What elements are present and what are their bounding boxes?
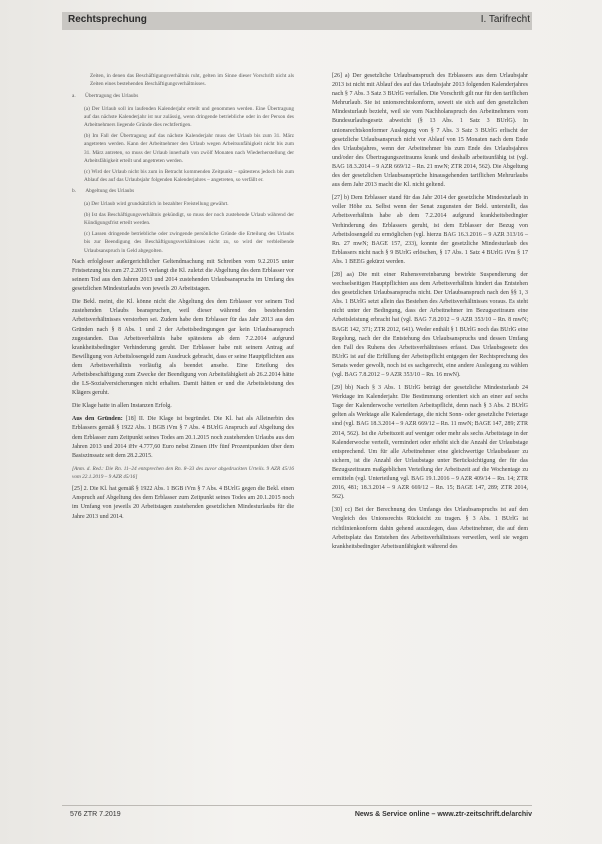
list-item: (c) Lassen dringende betriebliche oder zwingende persönliche Gründe die Erteilung des Urlaubs bis zur Beendigung des Beschäftigungsverhältnisses nicht zu, so wird der verbleibende Urlaubsanspruch in Geld abgegolten. xyxy=(84,231,294,254)
section-b-label: b. xyxy=(72,188,76,195)
page-number-label: 576 ZTR 7.2019 xyxy=(70,811,121,818)
section-a-title: Übertragung des Urlaubs xyxy=(85,93,139,100)
editor-note: [Anm. d. Red.: Die Rn. 11–24 entsprechen den Rn. 8–33 des zuvor abgedruckten Urteils. 9 AZR 45/16 vom 22.1.2019 – 9 AZR 45/16] xyxy=(72,465,294,481)
list-item: (c) Wird der Urlaub nicht bis zum in Betracht kommenden Zeitpunkt – spätestens jedoch bis zum Ablauf des auf das Urlaubsjahr folgenden Kalenderjahres – angetreten, so verfällt er. xyxy=(84,169,294,184)
defendant-paragraph: Die Bekl. meint, die Kl. könne nicht die Abgeltung des dem Erblasser vor seinem Tod zustehenden Urlaubs beanspruchen, weil dieser während des bestehenden Arbeitsverhältnisses verstorben sei. Zudem habe dem Erblasser für das Jahr 2013 aus den Gründen nach § 8 Abs. 1 und 2 der Arbeitsbedingungen gar kein Urlaubsanspruch zugestanden. Das Arbeitsverhältnis habe spätestens ab dem 7.2.2014 aufgrund krankheitsbedingter Verhinderung geruht. Der Erblasser habe mit seinem Antrag auf Bewilligung von Arbeitslosengeld zum Ausdruck gebracht, dass er seine Hauptpflichten aus dem Arbeitsverhältnis vorläufig als beendet ansehe. Eine Erteilung des Arbeitsbeschäftigung zum Zwecke der Beendigung von Arbeitsfähigkeit ab 26.2.2014 hätte die LS-Sozialversicherungen nicht erhalten. Damit hätten er und die Arbeitsleistung des Klägers geruht. xyxy=(72,299,294,397)
section-a-label: a. xyxy=(72,93,76,100)
top-fragment: Zeiten, in denen das Beschäftigungsverhältnis ruht, gelten im Sinne dieser Vorschrift nicht als Zeiten eines bestehenden Beschäftigungsverhältnisses. xyxy=(90,73,294,88)
outcome-paragraph: Die Klage hatte in allen Instanzen Erfolg. xyxy=(72,403,172,410)
paragraph-26: [26] a) Der gesetzliche Urlaubsanspruch des Erblassers aus dem Urlaubsjahr 2013 ist nicht mit Ablauf des auf das Urlaubsjahr 2013 folgenden Kalenderjahres nach § 7 Abs. 3 Satz 3 BUrlG verfallen. Die Vorschrift gilt nur für den tariflichen Mehrurlaub. Sie ist unionsrechtskonform, soweit sie sich auf den gesetzlichen Mindesturlaub bezieht, weil sie vom Nachholanspruch des Arbeitnehmers vom Bundesurlaubsgesetz abweicht (§ 13 Abs. 1 Satz 3 BUrlG). In unionsrechtskonformer Auslegung von § 7 Abs. 3 Satz 3 BUrlG erlischt der gesetzliche Urlaubsanspruch nicht vor Ablauf von 15 Monaten nach dem Ende des Urlaubsjahres, wenn der Arbeitnehmer bis zum Ende des Urlaubsjahres und/oder des Übertragungszeitraums krank und deshalb arbeitsunfähig ist (vgl. BAG 18.3.2014 – 9 AZR 669/12 – Rn. 21 mwN; ZTR 2014, 562). Die Abgeltung des der gesetzlichen Urlaubsansprüche hinausgehenden tariflichen Mehrurlaubs aus dem Jahr 2013 macht die Kl. nicht geltend. xyxy=(332,73,528,189)
grounds-paragraph xyxy=(72,415,294,460)
grounds-text: [18] II. Die Klage ist begründet. Die Kl. hat als Alleinerbin des Erblassers gemäß § 1922 Abs. 1 BGB iVm § 7 Abs. 4 BUrlG Anspruch auf Abgeltung des dem Erblasser zum Zeitpunkt seines Todes am 20.1.2015 noch zustehenden Urlaubs aus den Jahren 2013 und 2014 iHv 4.777,60 Euro nebst Zinsen iHv fünf Prozentpunkten über dem Basiszinssatz seit dem 28.2.2015. xyxy=(72,416,295,459)
facts-paragraph: Nach erfolgloser außergerichtlicher Geltendmachung mit Schreiben vom 9.2.2015 unter Fristsetzung bis zum 27.2.2015 verlangt die Kl. zuletzt die Abgeltung des dem Erblasser vor seinem Tod aus den Jahren 2013 und 2014 zustehenden Urlaubsanspruchs im Umfang des gesetzlichen Mindesturlaubs von jeweils 20 Arbeitstagen. xyxy=(72,258,294,293)
paragraph-27: [27] b) Dem Erblasser stand für das Jahr 2014 der gesetzliche Mindesturlaub in voller Höhe zu. Selbst wenn der Senat zugunsten der Bekl. unterstellt, das Arbeitsverhältnis habe ab dem 7.2.2014 aufgrund krankheitsbedingter Verhinderung des Erblassers geruht, ist dem Erblasser der Bezug von Arbeitslosengeld zu ermöglichen (vgl. hierzu BAG 16.3.2016 – 9 AZR 313/16 – Rn. 27 mwN; BAGE 157, 233), konnte der gesetzliche Mindesturlaub des Erblassers nicht nach § 9 BUrlG erlöschen, § 17 Abs. 1 Satz 4 BUrlG iVm § 17 Abs. 1 BEEG gekürzt werden. xyxy=(332,195,528,265)
section-a-heading xyxy=(72,92,294,100)
footer-rule xyxy=(62,805,532,806)
list-item: (a) Der Urlaub wird grundsätzlich in bezahlter Freistellung gewährt. xyxy=(84,200,229,207)
left-column xyxy=(72,72,294,526)
paragraph-25: [25] 2. Die Kl. hat gemäß § 1922 Abs. 1 BGB iVm § 7 Abs. 4 BUrlG gegen die Bekl. einen Anspruch auf Abgeltung des dem Erblasser zum Zeitpunkt seines Todes am 20.1.2015 noch im Umfang von jeweils 20 Arbeitstagen zustehenden gesetzlichen Mindesturlaubs für die Jahre 2013 und 2014. xyxy=(72,486,294,520)
section-heading: Rechtsprechung xyxy=(68,14,147,25)
archive-link[interactable]: News & Service online – www.ztr-zeitschrift.de/archiv xyxy=(354,811,532,818)
paragraph-30: [30] cc) Bei der Berechnung des Umfangs des Urlaubsanspruchs ist auf den Vergleich des Unionsrechts Rücksicht zu tragen. § 3 Abs. 1 BUrlG ist richtlinienkonform dahin gehend auszulegen, dass Arbeitnehmer, die auf dem Arbeitsplatz das Entstehen des Arbeitsverhältnisses verweilen, weil sie wegen krankheitsbedingter Arbeitsunfähigkeit während des xyxy=(332,507,528,550)
section-b-title: Abgeltung des Urlaubs xyxy=(85,188,135,195)
chapter-label: I. Tarifrecht xyxy=(480,14,530,25)
list-item: (b) Im Fall der Übertragung auf das nächste Kalenderjahr muss der Urlaub bis zum 31. März angetreten werden. Kann der Arbeitnehmer den Urlaub wegen Arbeitsunfähigkeit nicht bis zum 31. März antreten, so muss der Urlaub innerhalb von zwölf Monaten nach Wiederherstellung der Arbeitsfähigkeit erteilt und angetreten werden. xyxy=(84,133,294,164)
right-column xyxy=(332,72,528,556)
grounds-label: Aus den Gründen: xyxy=(72,416,123,423)
paragraph-29: [29] bb) Nach § 3 Abs. 1 BUrlG beträgt der gesetzliche Mindesturlaub 24 Werktage im Kalenderjahr. Die Bestimmung orientiert sich an einer auf sechs Tage der Kalenderwoche verteilten Arbeitspflicht, denn nach § 3 Abs. 2 BUrlG gelten als Werktage alle Kalendertage, die nicht Sonn- oder gesetzliche Feiertage sind (vgl. BAG 18.3.2014 – 9 AZR 669/12 – Rn. 11 mwN; BAGE 147, 289; ZTR 2014, 562). Ist die Arbeitszeit auf weniger oder mehr als sechs Arbeitstage in der Kalenderwoche verteilt, vermindert oder erhöht sich die Anzahl der Urlaubstage entsprechend. Um für alle Arbeitnehmer eine gleichwertige Urlaubsdauer zu sichern, ist die Anzahl der Urlaubstage unter Berücksichtigung der für das Bezugszeitraum maßgeblichen Verteilung der Arbeitszeit auf die Wochentage zu ermitteln (vgl. Unterteilung vgl. BAG 19.1.2016 – 9 AZR 409/14 – Rn. 14; ZTR 2016, 481; 18.3.2014 – 9 AZR 669/12 – Rn. 15; BAGE 147, 289; ZTR 2014, 562). xyxy=(332,385,528,501)
section-b-list xyxy=(72,200,294,255)
list-item: (b) Ist das Beschäftigungsverhältnis gekündigt, so muss der noch zustehende Urlaub während der Kündigungsfrist erteilt werden. xyxy=(84,211,294,227)
section-a-list xyxy=(72,105,294,185)
paragraph-28: [28] aa) Die mit einer Ruhensvereinbarung bewirkte Suspendierung der wechselseitigen Hauptpflichten aus dem Arbeitsverhältnis hindert das Entstehen des gesetzlichen Urlaubsanspruchs nicht. Der Urlaubsanspruch nach den §§ 1, 3 Abs. 1 BUrlG setzt allein das Bestehen des Arbeitsverhältnisses voraus. Es steht nicht unter der Bedingung, dass der Arbeitnehmer im Bezugszeitraum eine Arbeitsleistung erbracht hat (vgl. BAG 7.8.2012 – 9 AZR 353/10 – Rn. 8 mwN; BAGE 142, 371; ZTR 2012, 641). Weder enthält § 1 BUrlG noch das BUrlG eine Regelung, nach der die Entstehung des Urlaubsanspruchs und dessen Umfang den Fall des Ruhens des Arbeitsverhältnisses erfasst. Das Urlaubsgesetz des BUrlG ist auf die Erfüllung der Arbeitspflicht entgegen der Rechtsprechung des Senats weder gewollt, noch ist es sachgerecht, eine andere Auslegung zu wählen (vgl. BAG 7.8.2012 – 9 AZR 353/10 – Rn. 16 mwN). xyxy=(332,271,528,378)
list-item: (a) Der Urlaub soll im laufenden Kalenderjahr erteilt und genommen werden. Eine Übertragung auf das nächste Kalenderjahr ist nur zulässig, wenn dringende betriebliche oder in der Person des Arbeitnehmers liegende Gründe dies rechtfertigen. xyxy=(84,105,294,129)
section-b-heading xyxy=(72,187,294,195)
